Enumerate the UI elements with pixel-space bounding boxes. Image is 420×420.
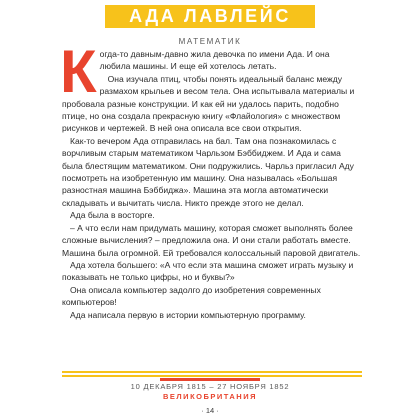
page-subtitle: МАТЕМАТИК [178,37,242,46]
footer-rule-accent [160,378,260,381]
story-paragraph-8: Ада написала первую в истории компьютерную программу. [70,309,306,320]
story-paragraph-3: Как-то вечером Ада отправилась на бал. Там она познакомилась с ворчливым старым математиком Чарльзом Бэббиджем. И Ада и сама была блестящим математиком. Они подружились. Чарльз пригласил Аду посмотреть на изобретенную им машину. Она называлась «Большая разностная машина Бэббиджа». Машина эта могла автоматически складывать и вычитать числа. Никто прежде этого не делал. [62,135,354,208]
story-paragraph-1-text: огда-то давным-давно жила девочка по имени Ада. И она любила машины. И еще ей хотелось летать. [99,49,330,72]
story-text [60,38,362,321]
story-paragraph-4: Ада была в восторге. [70,210,155,221]
story-paragraph-2: Она изучала птиц, чтобы понять идеальный баланс между размахом крыльев и весом тела. Она испытывала материалы и пробовала разные конструкции. И как ей ни удалось парить, подобно птице, но она создала прекрасную книгу «Флайология» с множеством рисунков и чертежей. В ней она описала все свои открытия. [62,73,355,134]
page-title: АДА ЛАВЛЕЙС [129,6,291,26]
life-dates: 10 ДЕКАБРЯ 1815 – 27 НОЯБРЯ 1852 [130,382,290,391]
drop-cap: К [60,38,97,105]
footer-rule-top [62,371,362,373]
story-paragraph-7: Она описала компьютер задолго до изобретения современных компьютеров! [62,284,321,308]
footer-rule-middle [62,375,362,377]
story-paragraph-5: – А что если нам придумать машину, которая сможет выполнять более сложные вычисления? – предложила она. И они стали работать вместе. Машина была огромной. Ей требовался колоссальный паровой двигатель. [62,222,361,258]
page-number: · 14 · [201,406,219,415]
story-paragraph-6: Ада хотела большего: «А что если эта машина сможет играть музыку и показывать не только цифры, но и буквы?» [62,259,354,283]
country-label: ВЕЛИКОБРИТАНИЯ [163,392,257,401]
